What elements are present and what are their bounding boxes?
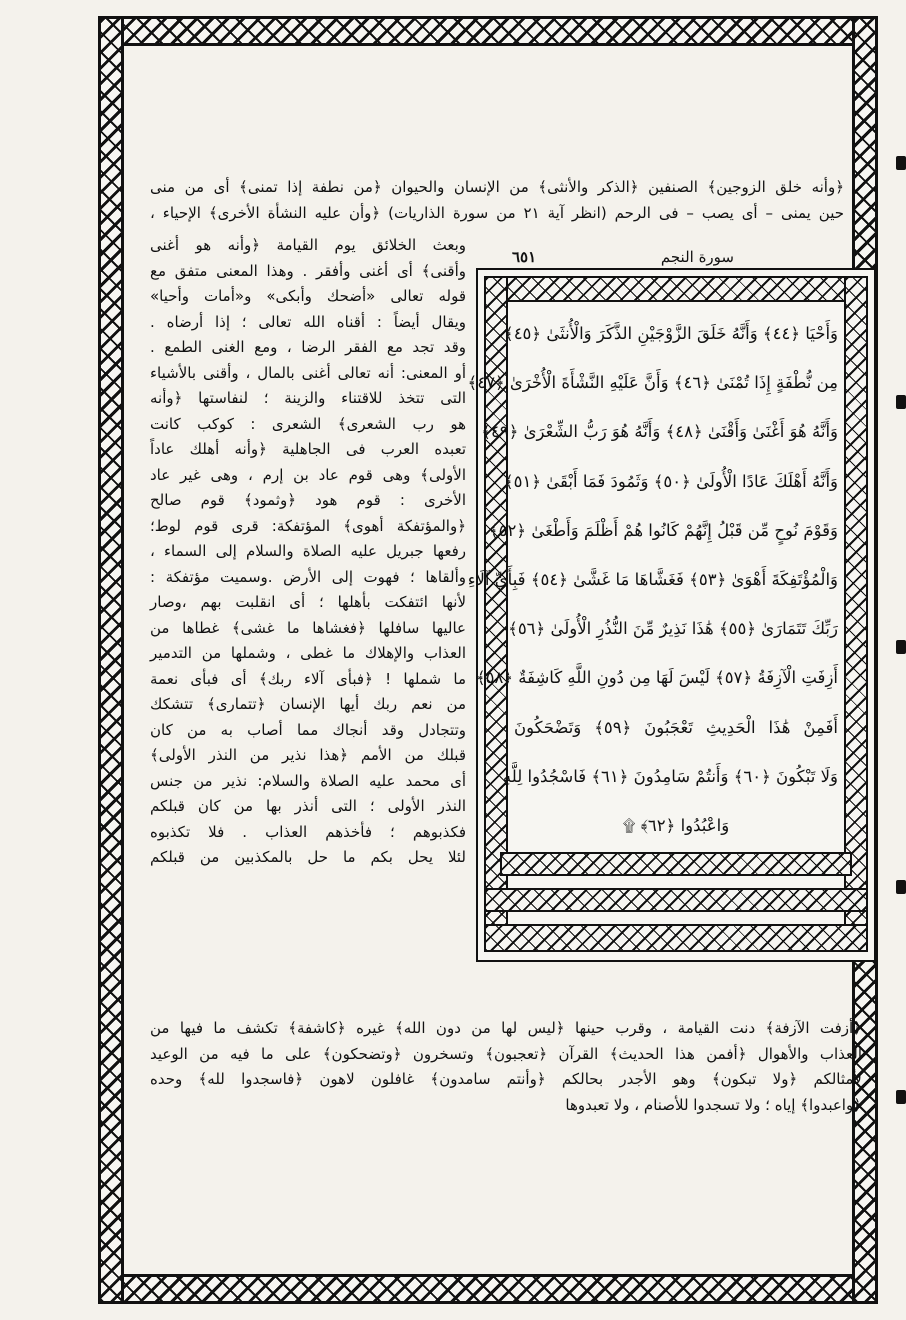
commentary-line: العذاب والأهوال ﴿أفمن هذا الحديث﴾ القرآن ﴿تعجبون﴾ وتسخرون ﴿وتضحكون﴾ على ما فيه من الوعيد [150,1044,862,1063]
frame-ornament-right [844,276,868,952]
margin-marker [896,1090,906,1104]
commentary-line: هو رب الشعرى﴾ الشعرى : كوكب كانت [150,414,466,433]
commentary-line: لأمثالكم ﴿ولا تبكون﴾ وهو الأجدر بحالكم ﴿وأنتم سامدون﴾ غافلون لاهون ﴿فاسجدوا لله﴾ وحده [150,1070,862,1088]
commentary-line: العذاب والإهلاك ما غطى ، وشملها من التدمير [150,644,466,662]
verse-line: وَأَحْيَا ﴿٤٤﴾ وَأَنَّهُ خَلَقَ الزَّوْجَيْنِ الذَّكَرَ وَالْأُنثَىٰ ﴿٤٥﴾ [504,324,838,343]
commentary-line: فكذبوهم ؛ فأخذهم العذاب . فلا تكذبوه [150,822,466,841]
frame-ornament-bottom [484,924,868,952]
commentary-line: ﴿واعبدوا﴾ إياه ؛ ولا تسجدوا للأصنام ، ولا تعبدوها [565,1095,862,1114]
commentary-line: الأخرى : قوم هود ﴿وثمود﴾ قوم صالح [150,491,466,509]
verse-line: وَالْمُؤْتَفِكَةَ أَهْوَىٰ ﴿٥٣﴾ فَغَشَّاهَا مَا غَشَّىٰ ﴿٥٤﴾ فَبِأَيِّ آلَاءِ [467,569,838,589]
margin-marker [896,640,906,654]
commentary-line: أى محمد عليه الصلاة والسلام: نذير من جنس [150,771,466,790]
verse-line: أَزِفَتِ الْآزِفَةُ ﴿٥٧﴾ لَيْسَ لَهَا مِن دُونِ اللَّهِ كَاشِفَةٌ ﴿٥٨﴾ [475,668,838,688]
ornamental-border-bottom [98,1274,878,1304]
commentary-line: عاليها سافلها ﴿فغشاها ما غشى﴾ غطاها من [150,618,466,637]
commentary-line: تعبده العرب فى الجاهلية ﴿وأنه أهلك عاداً [150,440,466,458]
surah-header [512,246,734,268]
margin-marker [896,880,906,894]
commentary-line: وألقاها ؛ فهوت إلى الأرض .وسميت مؤتفكة : [150,567,466,586]
quran-text-frame [467,268,876,962]
commentary-line: التى تتخذ للاقتناء والزينة ؛ لنفاستها ﴿وأنه [150,389,466,407]
commentary-line: ﴿أزفت الآزفة﴾ دنت القيامة ، وقرب حينها ﴿ليس لها من دون الله﴾ غيره ﴿كاشفة﴾ تكشف ما فيها من [150,1019,862,1037]
commentary-line: ﴿وأنه خلق الزوجين﴾ الصنفين ﴿الذكر والأنثى﴾ من الإنسان والحيوان ﴿من نطفة إذا تمنى﴾ أى من منى [150,178,844,196]
commentary-line: لئلا يحل بكم ما حل بالمكذبين من قبلكم [150,848,466,866]
surah-name: سورة النجم [660,248,734,266]
commentary-line: من نعم ربك أيها الإنسان ﴿تتمارى﴾ تتشكك [150,695,466,713]
commentary-line: قوله تعالى «أضحك وأبكى» و«أمات وأحيا» [150,287,466,305]
commentary-top [150,175,844,226]
commentary-line: رفعها جبريل عليه الصلاة والسلام إلى السماء ، [150,542,466,560]
commentary-line: وتتجادل وقد أنجاك مما أصاب به من كان [150,720,466,739]
margin-marker [896,395,906,409]
commentary-line: ﴿والمؤتفكة أهوى﴾ المؤتفكة: قرى قوم لوط؛ [150,516,466,535]
commentary-line: وأقنى﴾ أى أغنى وأفقر . وهذا المعنى متفق مع [150,261,466,280]
verse-line: وَلَا تَبْكُونَ ﴿٦٠﴾ وَأَنتُمْ سَامِدُونَ ﴿٦١﴾ فَاسْجُدُوا لِلَّهِ [502,766,838,786]
commentary-line: لأنها ائتفكت بأهلها ؛ أى انقلبت بهم ،وصار [150,593,466,611]
commentary-line: ما شملها ! ﴿فبأى آلاء ربك﴾ أى فبأى نعمة [150,669,466,688]
verse-line: وَاعْبُدُوا ﴿٦٢﴾ ۩ [622,815,730,835]
ornamental-border-left [98,16,124,1304]
commentary-side-column [150,233,466,871]
frame-ornament-bottom [484,888,868,912]
commentary-line: ويقال أيضاً : أقناه الله تعالى ؛ إذا أرضاه . [150,312,466,331]
verse-line: رَبِّكَ تَتَمَارَىٰ ﴿٥٥﴾ هَٰذَا نَذِيرٌ مِّنَ النُّذُرِ الْأُولَىٰ ﴿٥٦﴾ [508,619,838,639]
commentary-line: حين يمنى – أى يصب – فى الرحم (انظر آية ٢١ من سورة الذاريات) ﴿وأن عليه النشأة الأخرى﴾ الإحياء ، [150,203,844,222]
verse-line: أَفَمِنْ هَٰذَا الْحَدِيثِ تَعْجَبُونَ ﴿٥٩﴾ وَتَضْحَكُونَ [514,717,838,737]
ornamental-border-top [98,16,878,46]
page-number: ٦٥١ [512,248,537,266]
commentary-bottom [150,1016,862,1118]
commentary-line: قبلك من الأمم ﴿هذا نذير من النذر الأولى﴾ [150,746,466,764]
verse-line: وَأَنَّهُ هُوَ أَغْنَىٰ وَأَقْنَىٰ ﴿٤٨﴾ وَأَنَّهُ هُوَ رَبُّ الشِّعْرَىٰ ﴿٤٩﴾ [481,422,838,442]
commentary-line: النذر الأولى ؛ التى أنذر بها من كان قبلكم [150,797,466,815]
commentary-line: وقد تجد مع الفقر الرضا ، ومع الغنى الطمع . [150,338,466,356]
commentary-line: الأولى﴾ وهى قوم عاد بن إرم ، وهى غير عاد [150,465,466,484]
frame-ornament-bottom [500,852,852,876]
margin-marker [896,156,906,170]
quran-verses [467,314,838,846]
verse-line: وَأَنَّهُ أَهْلَكَ عَادًا الْأُولَىٰ ﴿٥٠﴾ وَثَمُودَ فَمَا أَبْقَىٰ ﴿٥١﴾ [503,471,838,491]
verse-line: وَقَوْمَ نُوحٍ مِّن قَبْلُ إِنَّهُمْ كَانُوا هُمْ أَظْلَمَ وَأَطْغَىٰ ﴿٥٢﴾ [489,520,838,540]
frame-ornament-top [484,276,868,302]
commentary-line: أو المعنى: أنه تعالى أغنى بالمال ، وأقنى بالأشياء [150,363,466,382]
commentary-line: وبعث الخلائق يوم القيامة ﴿وأنه هو أغنى [150,236,466,254]
verse-line: مِن نُّطْفَةٍ إِذَا تُمْنَىٰ ﴿٤٦﴾ وَأَنَّ عَلَيْهِ النَّشْأَةَ الْأُخْرَىٰ ﴿٤٧﴾ [467,373,838,393]
